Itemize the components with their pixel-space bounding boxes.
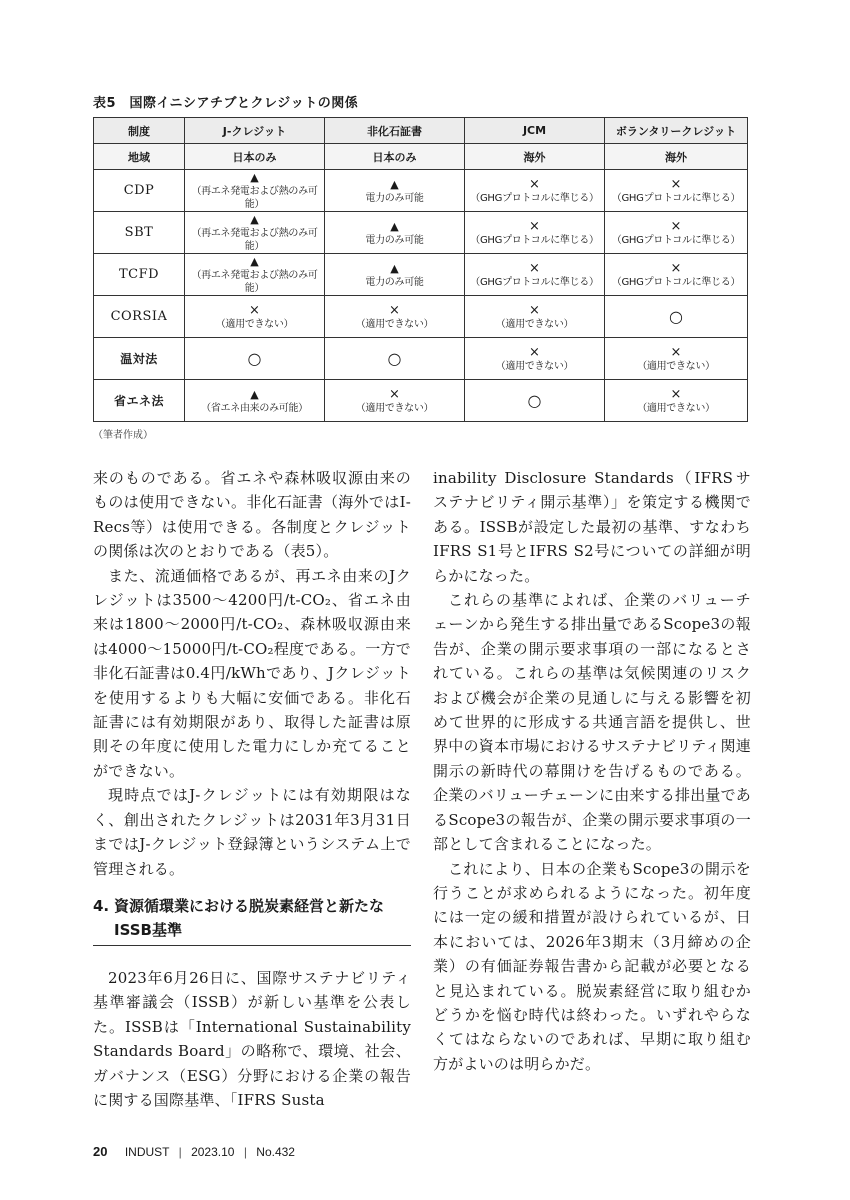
cell-note: （適用できない）: [215, 318, 294, 330]
table-cell: [185, 212, 325, 254]
region-cell: 日本のみ: [325, 144, 465, 170]
section-heading: [93, 894, 411, 946]
circle-mark: ○: [669, 307, 683, 326]
circle-mark: ○: [247, 349, 262, 368]
table-cell: [325, 338, 465, 380]
table-cell: [465, 212, 605, 254]
triangle-mark: ▲: [250, 213, 259, 226]
region-cell: 日本のみ: [185, 144, 325, 170]
page-footer: [93, 1144, 295, 1159]
row-label: 省エネ法: [94, 380, 185, 422]
table-cell: [605, 170, 748, 212]
left-column: [93, 466, 411, 1112]
cross-mark: ×: [529, 176, 540, 192]
header-cell: ボランタリークレジット: [605, 118, 748, 144]
table-row: [94, 254, 748, 296]
cell-note: （再エネ発電および熱のみ可能）: [191, 270, 318, 294]
row-label: TCFD: [94, 254, 185, 296]
paragraph: これらの基準によれば、企業のバリューチェーンから発生する排出量であるScope3の報告が、企業の開示要求事項の一部になるとされている。これらの基準は気候関連のリスクおよび機会が企業の見通しに与える影響を初めて世界的に形成する共通言語を提供し、世界中の資本市場におけるサステナビリティ関連開示の新時代の幕開けを告げるものである。企業のバリューチェーンに由来する排出量であるScope3の報告が、企業の開示要求事項の一部として含まれることになった。: [433, 591, 752, 854]
table-cell: [465, 380, 605, 422]
table-cell: [185, 338, 325, 380]
credit-relation-table: [93, 117, 748, 422]
table-cell: [325, 296, 465, 338]
cross-mark: ×: [389, 302, 400, 318]
cell-note: （GHGプロトコルに準じる）: [470, 276, 599, 288]
triangle-mark: ▲: [390, 219, 399, 233]
cell-note: 電力のみ可能: [365, 192, 424, 204]
table-cell: [325, 254, 465, 296]
cell-note: （適用できない）: [355, 318, 434, 330]
row-label: SBT: [94, 212, 185, 254]
paragraph: また、流通価格であるが、再エネ由来のJクレジットは3500～4200円/t-CO₂、省エネ由来は1800～2000円/t-CO₂、森林吸収源由来は4000～15000円/t-CO₂程度である。一方で非化石証書は0.4円/kWhであり、Jクレジットを使用するよりも大幅に安価である。非化石証書には有効期限があり、取得した証書は原則その年度に使用した電力にしか充てることができない。: [93, 566, 411, 780]
footer-separator: |: [243, 1145, 247, 1159]
issue-date: 2023.10: [191, 1145, 235, 1159]
cell-note: （適用できない）: [637, 402, 715, 414]
cross-mark: ×: [529, 344, 540, 360]
cross-mark: ×: [670, 260, 682, 276]
triangle-mark: ▲: [390, 177, 399, 191]
cross-mark: ×: [670, 218, 682, 234]
paragraph: inability Disclosure Standards（IFRSサステナビリティ開示基準）」を策定する機関である。ISSBが設定した最初の基準、すなわちIFRS S1号とIFRS S2号についての詳細が明らかになった。: [433, 469, 751, 585]
section-number: 4.: [93, 896, 110, 915]
table-cell: [465, 170, 605, 212]
cell-note: （再エネ発電および熱のみ可能）: [191, 186, 318, 210]
header-cell: J-クレジット: [185, 118, 325, 144]
cross-mark: ×: [249, 302, 260, 318]
magazine-name: INDUST: [124, 1145, 170, 1159]
cross-mark: ×: [670, 176, 682, 192]
cross-mark: ×: [670, 344, 682, 360]
table-cell: [185, 380, 325, 422]
table-cell: [185, 296, 325, 338]
section-title: 資源循環業における脱炭素経営と新たなISSB基準: [114, 896, 385, 939]
header-cell: JCM: [465, 118, 605, 144]
table-row: [94, 170, 748, 212]
cell-note: （GHGプロトコルに準じる）: [611, 276, 741, 288]
table-cell: [325, 212, 465, 254]
cell-note: 電力のみ可能: [365, 234, 424, 246]
table-region-row: [94, 144, 748, 170]
table-row: [94, 380, 748, 422]
cell-note: （適用できない）: [495, 360, 574, 372]
table-cell: [465, 296, 605, 338]
right-column: [433, 466, 751, 1076]
table-row: [94, 338, 748, 380]
table-cell: [605, 212, 748, 254]
table-cell: [605, 296, 748, 338]
table-source: （筆者作成）: [93, 430, 153, 441]
header-cell: 非化石証書: [325, 118, 465, 144]
cross-mark: ×: [529, 218, 540, 234]
cross-mark: ×: [670, 386, 682, 402]
cell-note: （適用できない）: [355, 402, 434, 414]
triangle-mark: ▲: [390, 261, 399, 275]
cell-note: （適用できない）: [637, 360, 715, 372]
cell-note: （省エネ由来のみ可能）: [201, 402, 308, 414]
paragraph: 2023年6月26日に、国際サステナビリティ基準審議会（ISSB）が新しい基準を公表した。ISSBは「International Sustainability Standards Board」の略称で、環境、社会、ガバナンス（ESG）分野における企業の報告に関する国際基準、「IFRS Susta: [93, 968, 411, 1109]
table-cell: [325, 380, 465, 422]
table-cell: [605, 380, 748, 422]
table-cell: [185, 254, 325, 296]
region-cell: 海外: [465, 144, 605, 170]
triangle-mark: ▲: [250, 171, 259, 184]
circle-mark: ○: [527, 391, 542, 410]
table-cell: [605, 338, 748, 380]
table-row: [94, 296, 748, 338]
table-cell: [465, 254, 605, 296]
row-label: CDP: [94, 170, 185, 212]
triangle-mark: ▲: [250, 255, 259, 268]
table-cell: [605, 254, 748, 296]
table-cell: [185, 170, 325, 212]
cross-mark: ×: [529, 260, 540, 276]
region-cell: 海外: [605, 144, 748, 170]
row-label: 温対法: [94, 338, 185, 380]
circle-mark: ○: [387, 349, 402, 368]
cell-note: （GHGプロトコルに準じる）: [611, 234, 741, 246]
table-caption: 表5 国際イニシアチブとクレジットの関係: [93, 96, 359, 111]
cell-note: （GHGプロトコルに準じる）: [470, 234, 599, 246]
cross-mark: ×: [389, 386, 400, 402]
cell-note: （再エネ発電および熱のみ可能）: [191, 228, 318, 252]
cell-note: 電力のみ可能: [365, 276, 424, 288]
cell-note: （GHGプロトコルに準じる）: [470, 192, 599, 204]
footer-separator: |: [178, 1145, 182, 1159]
header-cell: 制度: [94, 118, 185, 144]
table-cell: [465, 338, 605, 380]
cross-mark: ×: [529, 302, 540, 318]
issue-number: No.432: [256, 1145, 295, 1159]
paragraph: これにより、日本の企業もScope3の開示を行うことが求められるようになった。初年度には一定の緩和措置が設けられているが、日本においては、2026年3期末（3月締めの企業）の有価証券報告書から記載が必要となると見込まれている。脱炭素経営に取り組むかどうかを悩む時代は終わった。いずれやらなくてはならないのであれば、早期に取り組む方がよいのは明らかだ。: [433, 859, 751, 1073]
table-header-row: [94, 118, 748, 144]
page-number: 20: [93, 1144, 108, 1159]
paragraph: 来のものである。省エネや森林吸収源由来のものは使用できない。非化石証書（海外ではI-Recs等）は使用できる。各制度とクレジットの関係は次のとおりである（表5）。: [93, 469, 411, 561]
cell-note: （GHGプロトコルに準じる）: [611, 192, 741, 204]
table-row: [94, 212, 748, 254]
row-label: CORSIA: [94, 296, 185, 338]
paragraph: 現時点ではJ-クレジットには有効期限はなく、創出されたクレジットは2031年3月31日まではJ-クレジット登録簿というシステム上で管理される。: [93, 786, 411, 878]
cell-note: （適用できない）: [495, 318, 574, 330]
region-cell: 地域: [94, 144, 185, 170]
table-cell: [325, 170, 465, 212]
triangle-mark: ▲: [250, 387, 259, 401]
